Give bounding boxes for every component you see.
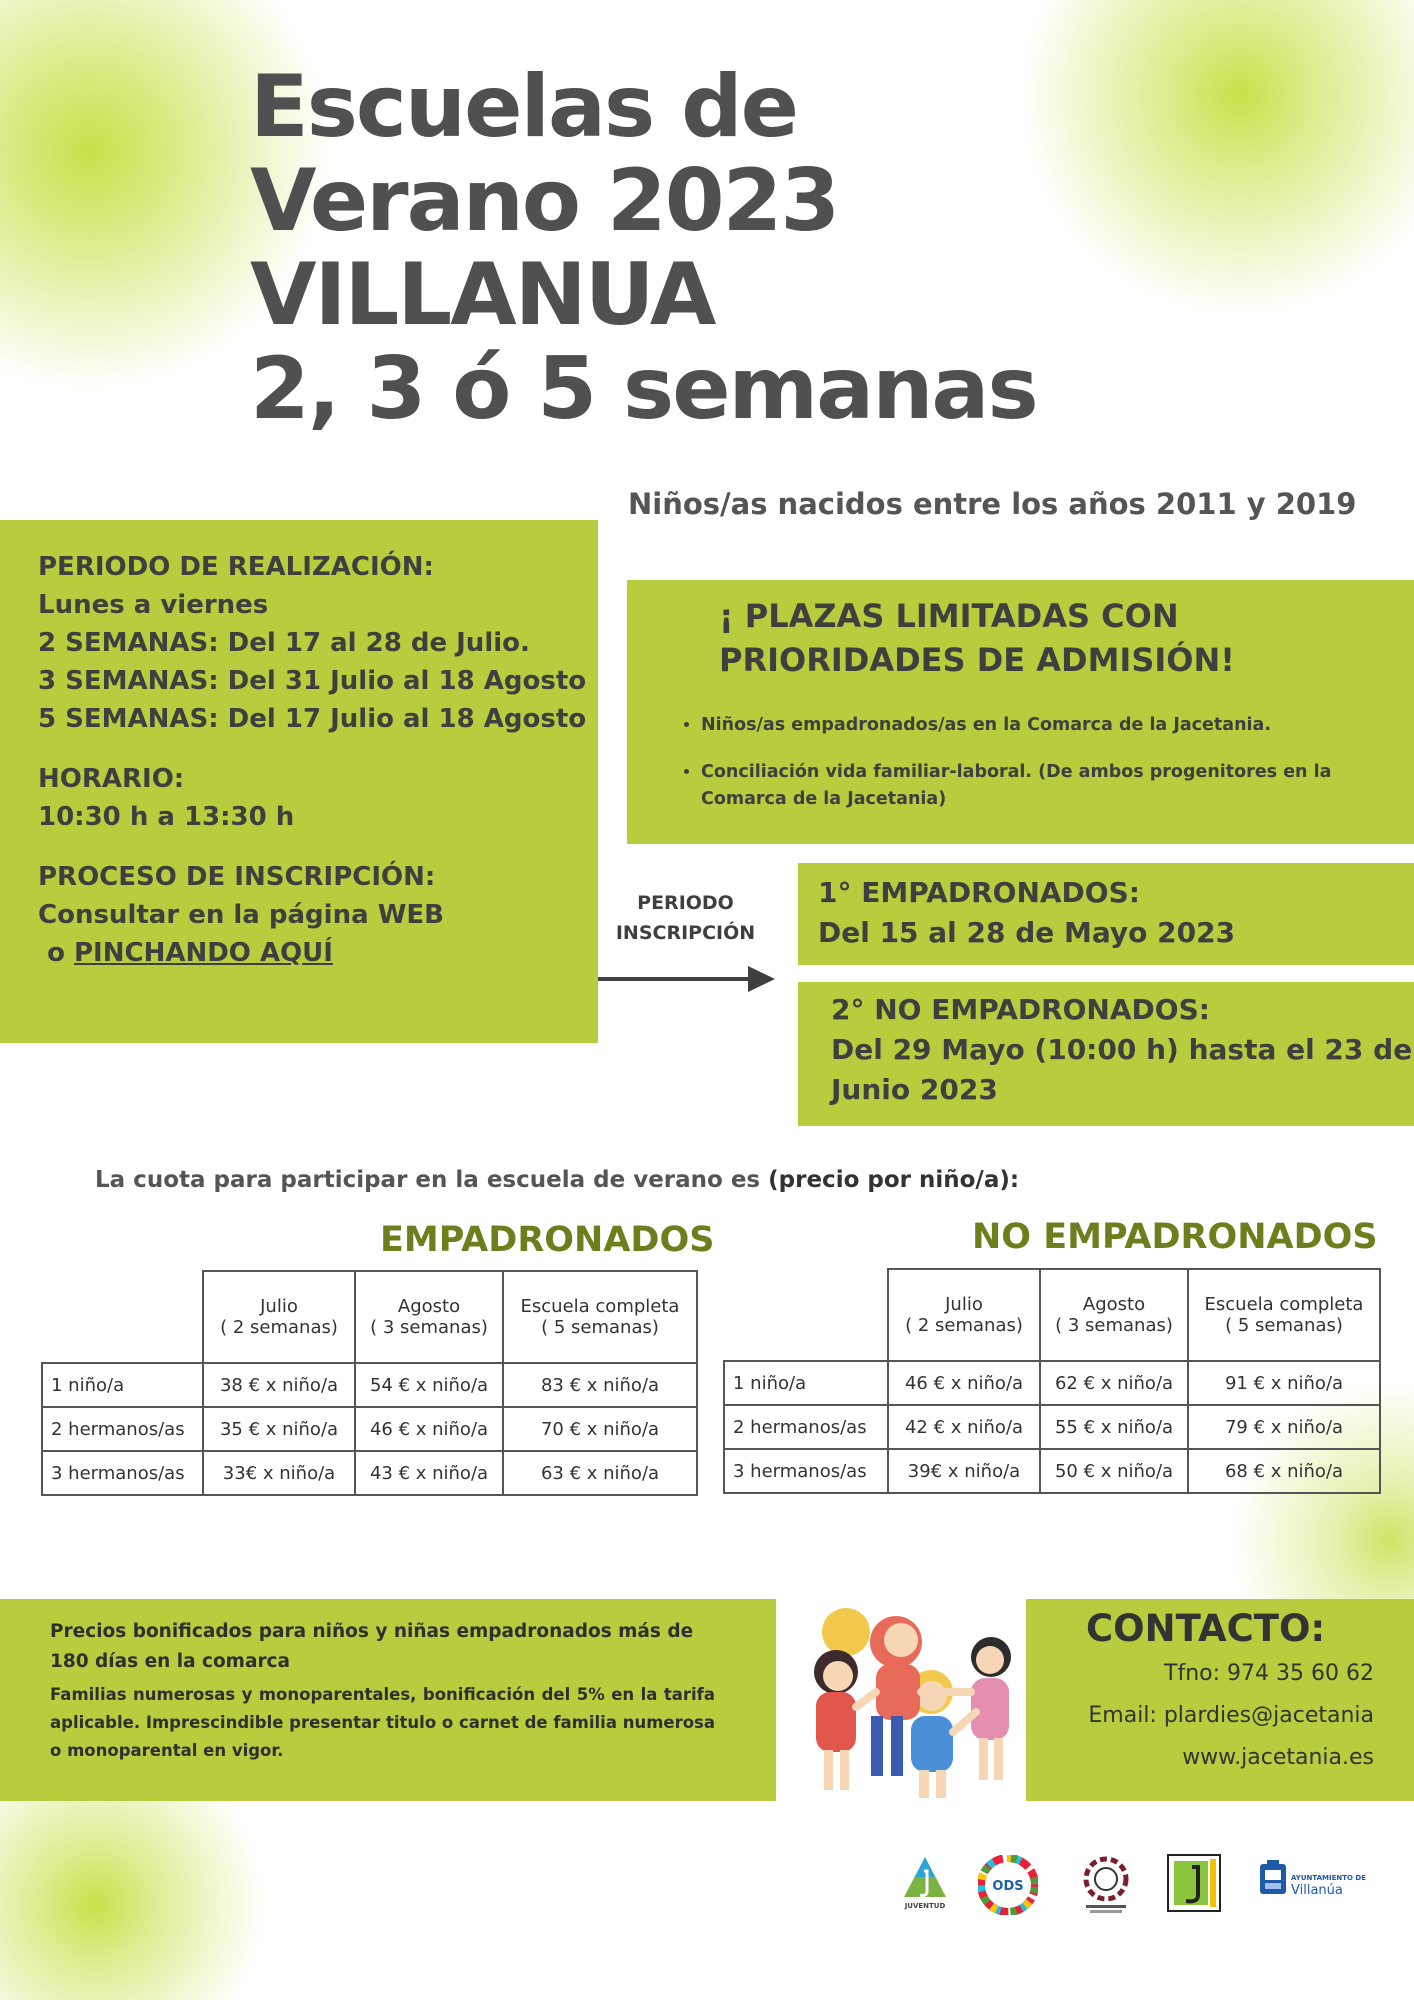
contact-heading: CONTACTO: [1086, 1607, 1326, 1650]
week3-text: 3 SEMANAS: Del 31 Julio al 18 Agosto [38, 666, 587, 696]
ods-logo-text: ODS [992, 1879, 1024, 1894]
empadronados-period-dates: Del 15 al 28 de Mayo 2023 [818, 916, 1236, 949]
ods-logo [978, 1855, 1038, 1915]
title-line-1: Escuelas de [250, 57, 797, 157]
plazas-heading-line-2: PRIORIDADES DE ADMISIÓN! [719, 641, 1235, 679]
priority-item: • Conciliación vida familiar-laboral. (De ambos progenitores en la Comarca de la Jacetania) [701, 759, 1411, 813]
cuota-text [95, 1167, 1019, 1193]
table-col-header: Escuela completa ( 5 semanas) [503, 1271, 697, 1363]
price-cell: 70 € x niño/a [503, 1407, 697, 1451]
price-cell: 39€ x niño/a [888, 1449, 1040, 1493]
discount-text-2: Familias numerosas y monoparentales, bonificación del 5% en la tarifa aplicable. Imprescindible presentar titulo o carnet de familia numerosa o monoparental en vigor. [50, 1685, 716, 1760]
days-text: Lunes a viernes [38, 590, 269, 620]
contact-phone[interactable]: Tfno: 974 35 60 62 [1164, 1661, 1374, 1686]
arrow-right-icon [598, 977, 748, 981]
empadronados-price-table [41, 1270, 698, 1496]
price-cell: 68 € x niño/a [1188, 1449, 1380, 1493]
cuota-emphasis: (precio por niño/a): [768, 1167, 1020, 1193]
no-empadronados-period-panel [798, 982, 1414, 1126]
price-cell: 42 € x niño/a [888, 1405, 1040, 1449]
price-cell: 62 € x niño/a [1040, 1361, 1188, 1405]
row-label: 3 hermanos/as [724, 1449, 888, 1493]
table-col-header: Agosto ( 3 semanas) [355, 1271, 503, 1363]
table-col-header: Agosto ( 3 semanas) [1040, 1269, 1188, 1361]
empadronados-period-panel [798, 863, 1414, 965]
price-cell: 79 € x niño/a [1188, 1405, 1380, 1449]
row-label: 2 hermanos/as [724, 1405, 888, 1449]
contact-panel [1026, 1599, 1414, 1801]
table-col-header: Julio ( 2 semanas) [888, 1269, 1040, 1361]
discount-panel [0, 1599, 776, 1801]
priority-list [677, 712, 1411, 833]
empadronados-period-title: 1° EMPADRONADOS: [818, 876, 1140, 909]
price-cell: 63 € x niño/a [503, 1451, 697, 1495]
schedule-panel [0, 520, 598, 1043]
table-row [724, 1361, 1380, 1405]
price-cell: 46 € x niño/a [888, 1361, 1040, 1405]
juventud-logo [900, 1853, 950, 1915]
no-empadronados-period-dates-1: Del 29 Mayo (10:00 h) hasta el 23 de [831, 1033, 1413, 1066]
periodo-inscripcion-label [598, 888, 773, 948]
arrow-head-icon [748, 966, 775, 992]
table-row [724, 1449, 1380, 1493]
plazas-heading-line-1: ¡ PLAZAS LIMITADAS CON [719, 597, 1179, 635]
week5-text: 5 SEMANAS: Del 17 Julio al 18 Agosto [38, 704, 587, 734]
proceso-prefix: o [47, 938, 65, 968]
villanua-text: Villanúa [1291, 1883, 1343, 1898]
title-line-4: 2, 3 ó 5 semanas [250, 339, 1037, 439]
table-row [42, 1407, 697, 1451]
week2-text: 2 SEMANAS: Del 17 al 28 de Julio. [38, 628, 530, 658]
plan-infancia-logo [1080, 1853, 1132, 1915]
price-cell: 54 € x niño/a [355, 1363, 503, 1407]
row-label: 1 niño/a [724, 1361, 888, 1405]
no-empadronados-period-title: 2° NO EMPADRONADOS: [831, 993, 1210, 1026]
plazas-panel [627, 580, 1414, 844]
table-row [42, 1451, 697, 1495]
table-header-row [42, 1271, 697, 1363]
table-corner [724, 1269, 888, 1361]
juventud-logo-text: JUVENTUD [904, 1902, 946, 1910]
table-col-header: Julio ( 2 semanas) [203, 1271, 355, 1363]
discount-text-1: Precios bonificados para niños y niñas empadronados más de 180 días en la comarca [50, 1621, 694, 1672]
row-label: 2 hermanos/as [42, 1407, 203, 1451]
table-col-header: Escuela completa ( 5 semanas) [1188, 1269, 1380, 1361]
row-label: 3 hermanos/as [42, 1451, 203, 1495]
empadronados-table-title: EMPADRONADOS [380, 1220, 715, 1260]
children-illustration-icon [776, 1592, 1026, 1802]
horario-text: 10:30 h a 13:30 h [38, 802, 295, 832]
table-row [724, 1405, 1380, 1449]
cuota-main: La cuota para participar en la escuela de verano es [95, 1167, 761, 1193]
periodo-line-2: INSCRIPCIÓN [615, 922, 756, 944]
price-cell: 46 € x niño/a [355, 1407, 503, 1451]
poster-title [250, 57, 1037, 439]
ayuntamiento-villanua-logo [1258, 1858, 1368, 1910]
plazas-heading [719, 594, 1235, 682]
no-empadronados-price-table [723, 1268, 1381, 1494]
horario-heading: HORARIO: [38, 764, 185, 794]
price-cell: 35 € x niño/a [203, 1407, 355, 1451]
jacetania-logo [1166, 1853, 1222, 1913]
table-header-row [724, 1269, 1380, 1361]
title-line-2: Verano 2023 [250, 151, 839, 251]
no-empadronados-table-title: NO EMPADRONADOS [972, 1217, 1378, 1257]
table-corner [42, 1271, 203, 1363]
periodo-heading: PERIODO DE REALIZACIÓN: [38, 552, 434, 582]
price-cell: 91 € x niño/a [1188, 1361, 1380, 1405]
age-subtitle: Niños/as nacidos entre los años 2011 y 2019 [628, 487, 1357, 521]
proceso-link-line [38, 934, 586, 972]
periodo-line-1: PERIODO [637, 892, 734, 914]
inscription-link[interactable]: PINCHANDO AQUÍ [74, 938, 333, 968]
no-empadronados-period-dates-2: Junio 2023 [831, 1073, 998, 1106]
proceso-heading: PROCESO DE INSCRIPCIÓN: [38, 862, 436, 892]
table-row [42, 1363, 697, 1407]
proceso-text: Consultar en la página WEB [38, 900, 444, 930]
price-cell: 55 € x niño/a [1040, 1405, 1188, 1449]
price-cell: 43 € x niño/a [355, 1451, 503, 1495]
price-cell: 33€ x niño/a [203, 1451, 355, 1495]
ayuntamiento-text: AYUNTAMIENTO DE [1291, 1874, 1366, 1882]
price-cell: 83 € x niño/a [503, 1363, 697, 1407]
price-cell: 38 € x niño/a [203, 1363, 355, 1407]
contact-email[interactable]: Email: plardies@jacetania [1088, 1703, 1374, 1728]
contact-web[interactable]: www.jacetania.es [1182, 1745, 1374, 1770]
row-label: 1 niño/a [42, 1363, 203, 1407]
title-line-3: VILLANUA [250, 245, 715, 345]
price-cell: 50 € x niño/a [1040, 1449, 1188, 1493]
priority-item: • Niños/as empadronados/as en la Comarca de la Jacetania. [701, 712, 1411, 739]
